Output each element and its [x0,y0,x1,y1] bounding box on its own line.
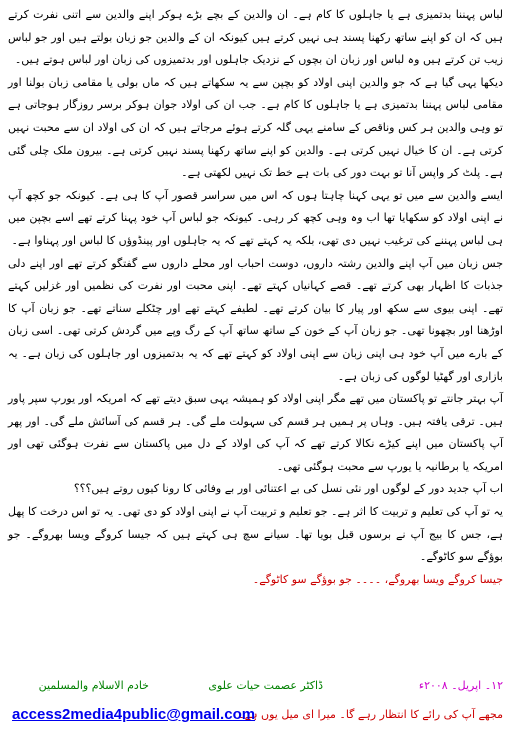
feedback-note: مجھے آپ کی رائے کا انتظار رہے گا۔ میرا ای میل یوں ہے۔ [238,708,503,721]
paragraph-6: اب آپ جدید دور کے لوگوں اور نئی نسل کی بے اعتنائی اور بے وفائی کا رونا کیوں روتے ہیں؟؟؟ [73,482,503,496]
footer [8,706,503,734]
paragraph-4: جس زبان میں آپ اپنے والدین رشتہ داروں، دوست احباب اور محلے داروں سے گفتگو کرتے تھے اور اپنے دلی جذبات کا اظہار بھی کرتے تھے۔ قصے کہانیاں کہتے تھے۔ اپنی محبت اور نفرت کی نظمیں اور غزلیں کہتے تھے۔ اپنی بیوی سے سکھ اور پیار کا بیان کرتے تھے۔ لطیفے کہتے تھے اور چٹکلے سناتے تھے۔ جو زبان آپ کا اوڑھنا اور بچھونا تھی۔ جو زبان آپ کے خون کے ساتھ ساتھ آپ کے رگ وپے میں گردش کرتی تھی۔ اسی زبان کے بارے میں آپ خود ہی اپنی زبان سے اپنی اولاد کو کہتے تھے کہ یہ بدتمیزوں اور جاہلوں کی زبان ہے۔ یہ بازاری اور گھٹیا لوگوں کی زبان ہے۔ [8,256,503,383]
signature-date: ۱۲۔ اپریل۔ ۲۰۰۸ء [418,679,503,692]
paragraph-2: دیکھا یہی گیا ہے کہ جو والدین اپنی اولاد کو بچپن سے یہ سکھاتے ہیں کہ ماں بولی یا مقامی زبان بولنا اور مقامی لباس پہننا بدتمیزی ہے یا جاہلوں کا کام ہے۔ جب ان کی اولاد جوان ہوکر برسر روزگار ہوجاتی ہے تو وہی والدین ہر کس وناقص کے سامنے یہی گلہ کرتے ہوئے مرجاتے ہیں کہ ان کی اولاد ان سے محبت نہیں کرتی ہے۔ ان کا خیال نہیں کرتی ہے۔ والدین کو اپنے ساتھ رکھنا پسند نہیں کرتی ہے۔ بیرون ملک چلی گئی ہے۔ پلٹ کر واپس آنا تو بہت دور کی بات ہے خط تک نہیں لکھتی ہے۔ [8,75,503,180]
signature-line [0,679,511,699]
closing-phrase: جیسا کروگے ویسا بھروگے، ۔۔۔۔ جو بوؤگے سو کاٹوگے۔ [252,572,503,586]
paragraph-3: ایسے والدین سے میں تو یہی کہنا چاہتا ہوں کہ اس میں سراسر قصور آپ کا ہی ہے۔ کیونکہ جو کچھ آپ نے اپنی اولاد کو سکھایا تھا اب وہ وہی کچھ کر رہی۔ کیونکہ جو لباس آپ خود پہنا کرتے تھے اسے بچپن میں ہی لباس پہننے کی ترغیب نہیں دی تھی، بلکہ یہ کہتے تھے کہ یہ جاہلوں اور پینڈوؤں کا لباس اور پہناوا ہے۔ [8,188,503,247]
paragraph-5: آپ بہتر جانتے تو پاکستان میں تھے مگر اپنی اولاد کو ہمیشہ یہی سبق دیتے تھے کہ امریکہ اور یورپ سپر پاور ہیں۔ ترقی یافتہ ہیں۔ وہاں پر ہمیں ہر قسم کی سہولت ملے گی۔ ہر قسم کی آسائش ملے گی۔ اور پھر آپ پاکستان میں اپنے کیڑے نکالا کرتے تھے کہ آپ کی اولاد کے دل میں پاکستان سے نفرت ہوگئی تھی اور امریکہ یا برطانیہ یا یورپ سے محبت ہوگئی تھی۔ [8,392,503,473]
email-link[interactable]: access2media4public@gmail.com [12,706,256,723]
author-name: ڈاکٹر عصمت حیات علوی [208,679,323,692]
paragraph-7: یہ تو آپ کی تعلیم و تربیت کا اثر ہے۔ جو تعلیم و تربیت آپ نے اپنی اولاد کو دی تھی۔ یہ تو اس درخت کا پھل ہے، جس کا بیج آپ نے برسوں قبل بویا تھا۔ سیانے سچ ہی کہتے ہیں کہ جیسا کروگے ویسا بھروگے۔ جو بوؤگے سو کاٹوگے۔ [8,505,503,564]
paragraph-1: لباس پہننا بدتمیزی ہے یا جاہلوں کا کام ہے۔ ان والدین کے بچے بڑے ہوکر اپنے والدین سے اتنی نفرت کرتے ہیں کہ ان کو اپنے ساتھ رکھنا پسند ہی نہیں کرتے ہیں کیونکہ ان کے والدین جو زبان بولتے ہیں اور جو لباس زیب تن کرتے ہیں وہ لباس اور زبان ان بچوں کے نزدیک جاہلوں اور بدتمیزوں کی زبان اور لباس ہوتے ہیں۔ [8,8,503,67]
article-body [8,4,503,591]
author-title: خادم الاسلام والمسلمین [38,679,149,692]
